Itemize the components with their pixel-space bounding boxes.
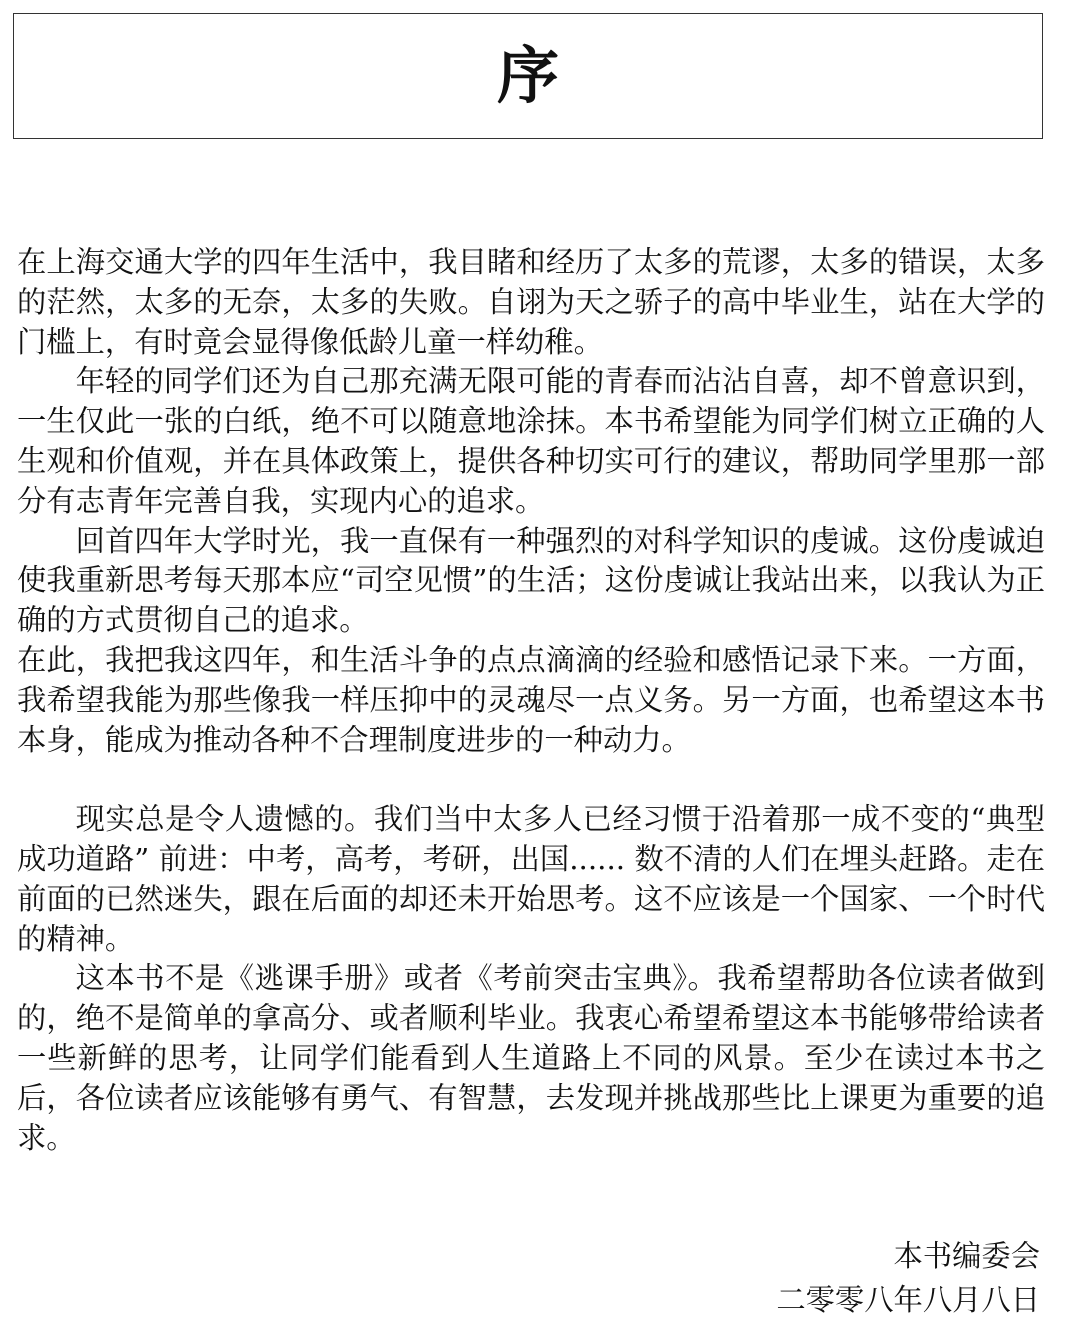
paragraph-5: 现实总是令人遗憾的。我们当中太多人已经习惯于沿着那一成不变的“典型成功道路” 前进：中考，高考，考研，出国...... 数不清的人们在埋头赶路。走在前面的已然迷失，跟在后面的却还未开始思考。这不应该是一个国家、一个时代的精神。 xyxy=(17,802,1045,956)
preface-body xyxy=(17,243,1045,1158)
paragraph-2: 年轻的同学们还为自己那充满无限可能的青春而沾沾自喜，却不曾意识到，一生仅此一张的白纸，绝不可以随意地涂抹。本书希望能为同学们树立正确的人生观和价值观，并在具体政策上，提供各种切实可行的建议，帮助同学里那一部分有志青年完善自我，实现内心的追求。 xyxy=(17,364,1045,518)
paragraph-3: 回首四年大学时光，我一直保有一种强烈的对科学知识的虔诚。这份虔诚迫使我重新思考每天那本应“司空见惯”的生活；这份虔诚让我站出来，以我认为正确的方式贯彻自己的追求。 xyxy=(17,523,1045,638)
signature-block xyxy=(776,1234,1040,1322)
page-title: 序 xyxy=(496,39,559,112)
signature-author: 本书编委会 xyxy=(893,1239,1040,1273)
title-box xyxy=(13,13,1043,139)
signature-date: 二零零八年八月八日 xyxy=(776,1283,1040,1317)
paragraph-4: 在此，我把我这四年，和生活斗争的点点滴滴的经验和感悟记录下来。一方面，我希望我能为那些像我一样压抑中的灵魂尽一点义务。另一方面，也希望这本书本身，能成为推动各种不合理制度进步的一种动力。 xyxy=(17,642,1045,757)
paragraph-6: 这本书不是《逃课手册》或者《考前突击宝典》。我希望帮助各位读者做到的，绝不是简单的拿高分、或者顺利毕业。我衷心希望希望这本书能够带给读者一些新鲜的思考，让同学们能看到人生道路上不同的风景。至少在读过本书之后，各位读者应该能够有勇气、有智慧，去发现并挑战那些比上课更为重要的追求。 xyxy=(17,961,1045,1155)
paragraph-gap xyxy=(17,760,1045,800)
paragraph-1: 在上海交通大学的四年生活中，我目睹和经历了太多的荒谬，太多的错误，太多的茫然，太多的无奈，太多的失败。自诩为天之骄子的高中毕业生，站在大学的门槛上，有时竟会显得像低龄儿童一样幼稚。 xyxy=(17,245,1045,359)
